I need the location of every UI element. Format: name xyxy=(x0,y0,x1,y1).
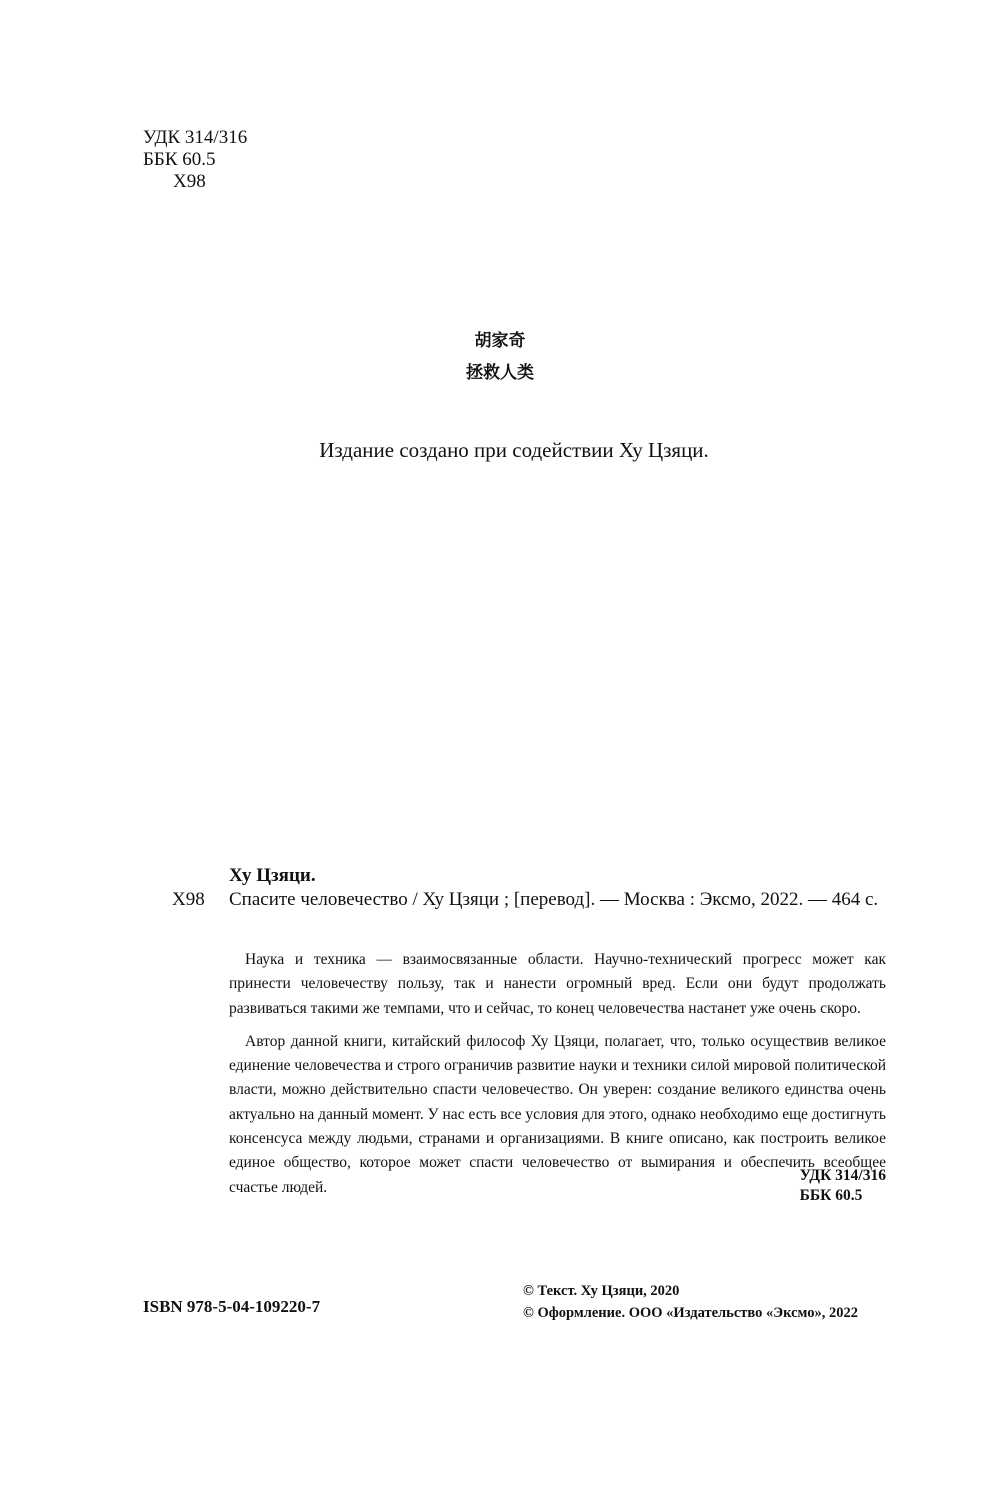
abstract-paragraph: Наука и техника — взаимосвязанные области. Научно-технический прогресс может как принести человечеству пользу, так и нанести огромный вред. Если они будут продолжать развиваться такими же темпами, что и сейчас, то конец человечества настанет уже очень скоро. xyxy=(229,951,886,1017)
abstract xyxy=(229,948,886,1200)
original-author-chinese: 胡家奇 xyxy=(474,331,526,351)
bbk-code: ББК 60.5 xyxy=(799,1187,863,1204)
copyright-block xyxy=(523,1280,858,1324)
classification-block-top xyxy=(143,127,247,193)
bibliographic-record xyxy=(229,864,886,912)
copyright-text-line: © Текст. Ху Цзяци, 2020 xyxy=(523,1283,680,1299)
bibliographic-author-sign: Х98 xyxy=(172,889,205,910)
copyright-design-line: © Оформление. ООО «Издательство «Эксмо», 2022 xyxy=(523,1305,858,1321)
bbk-code: ББК 60.5 xyxy=(143,149,216,170)
bibliographic-description: Спасите человечество / Ху Цзяци ; [перевод]. — Москва : Эксмо, 2022. — 464 с. xyxy=(229,889,879,910)
edition-note: Издание создано при содействии Ху Цзяци. xyxy=(319,438,709,462)
abstract-paragraph: Автор данной книги, китайский философ Ху Цзяци, полагает, что, только осуществив великое единение человечества и строго ограничив развитие науки и техники силой мировой политической власти, можно действительно спасти человечество. Он уверен: создание великого единства очень актуально на данный момент. У нас есть все условия для этого, однако необходимо еще достигнуть консенсуса между людьми, странами и организациями. В книге описано, как построить великое единое общество, которое может спасти человечество от вымирания и обеспечить всеобщее счастье людей. xyxy=(229,1032,886,1196)
udk-code: УДК 314/316 xyxy=(143,127,248,148)
classification-block-bottom xyxy=(800,1166,886,1206)
bibliographic-author: Ху Цзяци. xyxy=(229,865,316,886)
author-sign: Х98 xyxy=(173,171,206,192)
udk-code: УДК 314/316 xyxy=(799,1167,886,1184)
original-title-chinese: 拯救人类 xyxy=(466,363,534,383)
isbn: ISBN 978-5-04-109220-7 xyxy=(143,1297,321,1316)
